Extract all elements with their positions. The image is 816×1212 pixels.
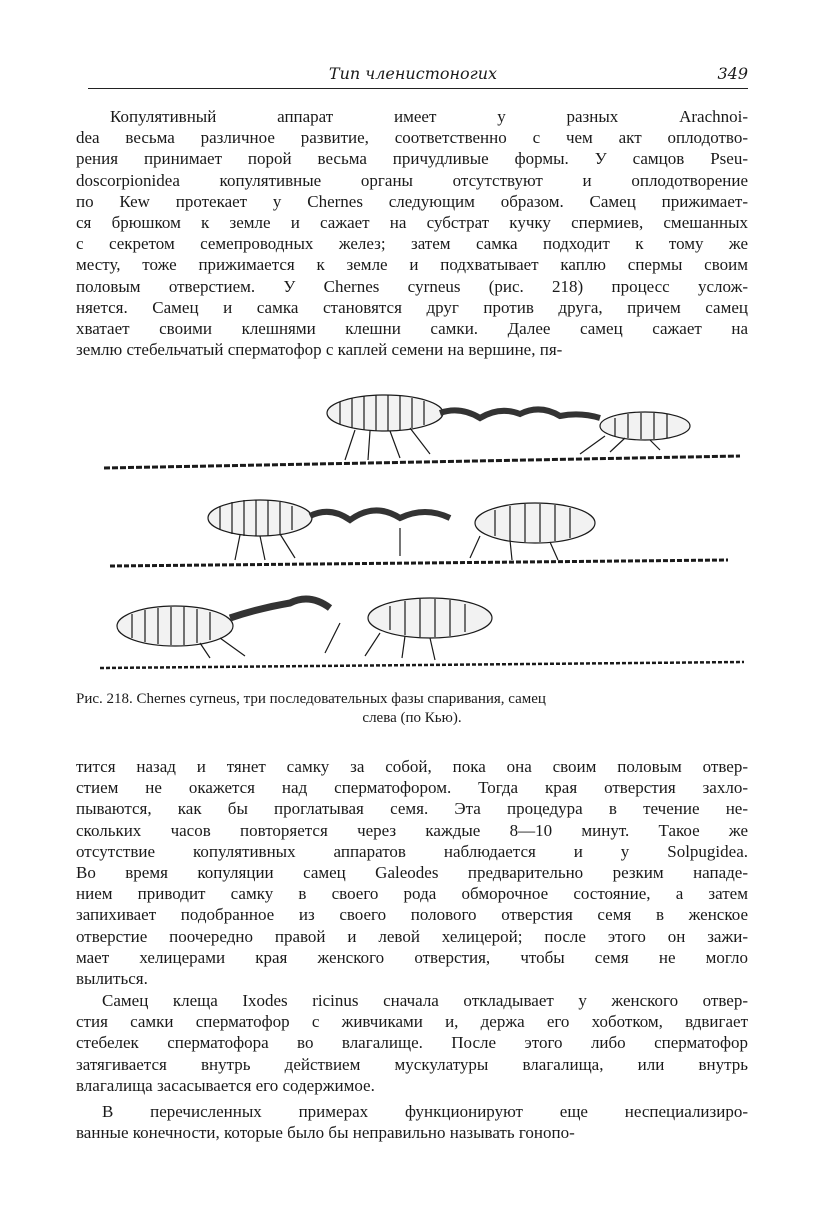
paragraph-3 [76,990,748,1096]
text-line: отсутствие копулятивных аппаратов наблюдается и у Solpugidea. [76,841,748,861]
phase-2 [208,500,595,560]
paragraph-2 [76,756,748,989]
phase-3 [117,598,492,660]
text-line: dea весьма различное развитие, соответственно с чем акт оплодотво- [76,128,748,148]
running-head-title: Тип членистоногих [328,64,498,83]
text-line: с секретом семепроводных желез; затем самка подходит к тому же [76,234,748,254]
text-line: нием приводит самку в своего рода обморочное состояние, а затем [76,884,748,904]
text-line: месту, тоже прижимается к земле и подхватывает каплю спермы своим [76,255,748,275]
text-line: мает хелицерами края женского отверстия, чтобы семя не могло [76,947,748,967]
text-line: няется. Самец и самка становятся друг против друга, причем самец [76,297,748,317]
figure-caption [76,690,748,728]
text-line: отверстие поочередно правой и левой хелицерой; после этого он зажи- [76,926,748,946]
text-line: по Кеw протекает у Chernes следующим образом. Самец прижимает- [76,191,748,211]
text-line: ся брюшком к земле и сажает на субстрат кучку спермиев, смешанных [76,212,748,232]
figure-218 [100,388,750,680]
paragraph-1 [76,106,748,360]
text-line: половым отверстием. У Chernes cyrneus (рис. 218) процесс услож- [76,276,748,296]
text-line: рения принимает порой весьма причудливые формы. У самцов Pseu- [76,149,748,169]
phase-1 [327,395,690,460]
text-line: стебелек сперматофора во влагалище. После этого либо сперматофор [76,1033,748,1053]
text-line: стия самки сперматофор с живчиками и, держа его хоботком, вдвигает [76,1012,748,1032]
text-line: doscorpionidea копулятивные органы отсутствуют и оплодотворение [76,170,748,190]
header-rule [88,88,748,89]
text-line: тится назад и тянет самку за собой, пока она своим половым отвер- [76,757,748,776]
text-line: хватает своими клешнями клешни самки. Далее самец сажает на [76,318,748,338]
page-number: 349 [717,64,748,83]
text-line: стием не окажется над сперматофором. Тогда края отверстия захло- [76,778,748,798]
text-line: влагалища засасывается его содержимое. [76,1075,375,1095]
paragraph-4 [76,1101,748,1143]
pseudoscorpion-mating-illustration [100,388,750,680]
text-line: скольких часов повторяется через каждые 8—10 минут. Такое же [76,820,748,840]
text-line: землю стебельчатый сперматофор с каплей семени на вершине, пя- [76,340,563,360]
text-line: Самец клеща Ixodes ricinus сначала откладывает у женского отвер- [102,991,748,1010]
caption-line-1: Рис. 218. Chernes cyrneus, три последовательных фазы спаривания, самец [76,691,546,707]
text-line: запихивает подобранное из своего полового отверстия семя в женское [76,905,748,925]
running-head [78,62,748,88]
text-line: затягивается внутрь действием мускулатуры влагалища, или внутрь [76,1054,748,1074]
text-line: Копулятивный аппарат имеет у разных Arachnoi- [110,107,748,126]
caption-line-2: слева (по Кью). [362,710,462,726]
text-line: пываются, как бы проглатывая семя. Эта процедура в течение не- [76,799,748,819]
text-line: В перечисленных примерах функционируют еще неспециализиро- [102,1102,748,1121]
text-line: ванные конечности, которые было бы неправильно называть гонопо- [76,1123,575,1143]
text-line: Во время копуляции самец Galeodes предварительно резким нападе- [76,862,748,882]
text-line: вылиться. [76,968,148,988]
